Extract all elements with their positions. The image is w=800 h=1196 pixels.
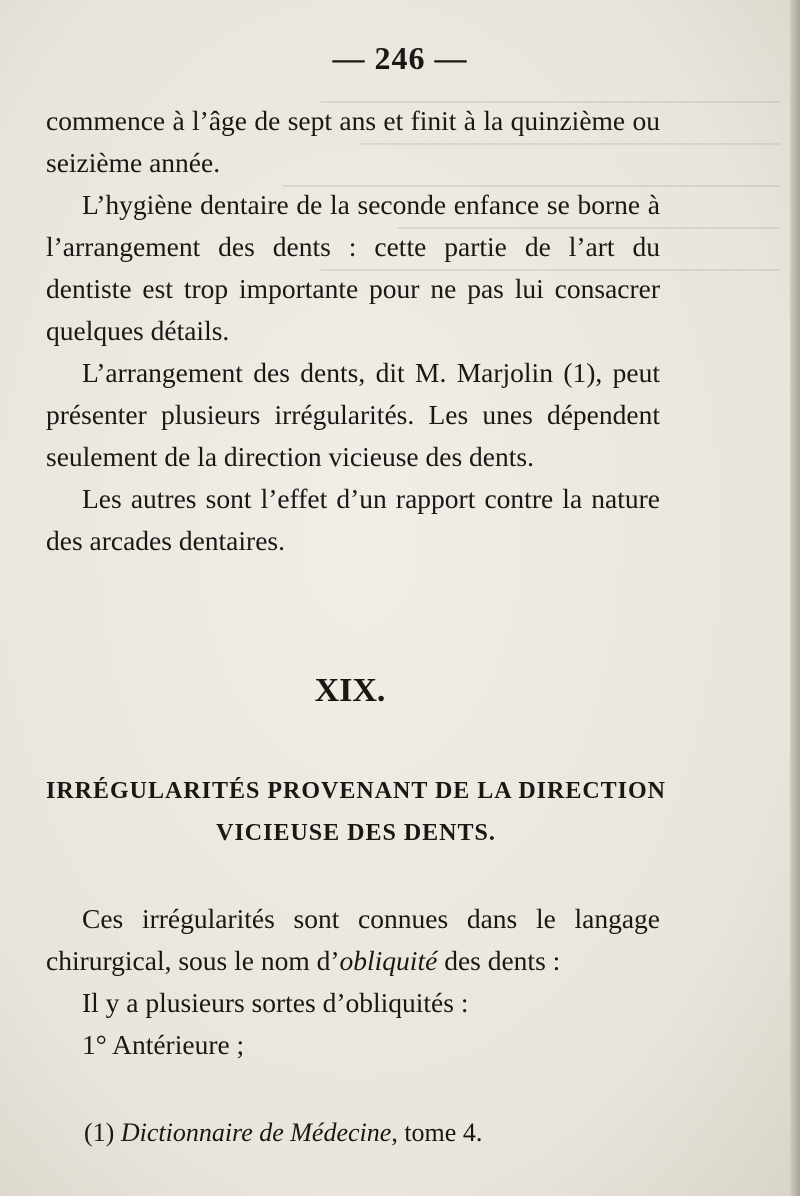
paragraph-5: [46, 898, 660, 982]
section-number: XIX.: [314, 672, 386, 709]
paragraph-7: 1° Antérieure ;: [82, 1029, 245, 1060]
paragraph-1: commence à l’âge de sept ans et finit à la quinzième ou seizième année.: [46, 105, 660, 178]
footnote: [84, 1118, 482, 1148]
section-heading: IRRÉGULARITÉS PROVENANT DE LA DIRECTION VICIEUSE DES DENTS.: [46, 778, 667, 846]
paragraph-6: Il y a plusieurs sortes d’obliquités :: [82, 987, 469, 1018]
footnote-title: Dictionnaire de Médecine: [120, 1118, 392, 1147]
page-edge: [790, 0, 800, 1196]
footnote-mark: (1): [84, 1118, 115, 1147]
footnote-rest: , tome 4.: [391, 1118, 483, 1147]
body-text-bottom: [46, 898, 660, 1066]
paragraph-4: Les autres sont l’effet d’un rapport contre la nature des arcades dentaires.: [46, 483, 660, 556]
body-text-top: [46, 100, 660, 562]
paragraph-3: L’arrangement des dents, dit M. Marjolin (1), peut présenter plusieurs irrégularités. Les unes dépendent seulement de la direction vicieuse des dents.: [46, 357, 660, 472]
page-number: — 246 —: [332, 40, 468, 76]
italic-term: obliquité: [339, 945, 438, 976]
paragraph-5-text: Ces irrégularités sont connues dans le langage chirurgical, sous le nom d’: [46, 903, 660, 976]
paragraph-5-end: des dents :: [437, 945, 561, 976]
bleed-through-text: ──────────────────────── ────────────────────── ────────────────────────── ──────────────────── ────────────────────────: [282, 86, 780, 284]
paragraph-2: L’hygiène dentaire de la seconde enfance se borne à l’arrangement des dents : cette partie de l’art du dentiste est trop importante pour ne pas lui consacrer quelques détails.: [46, 189, 660, 346]
